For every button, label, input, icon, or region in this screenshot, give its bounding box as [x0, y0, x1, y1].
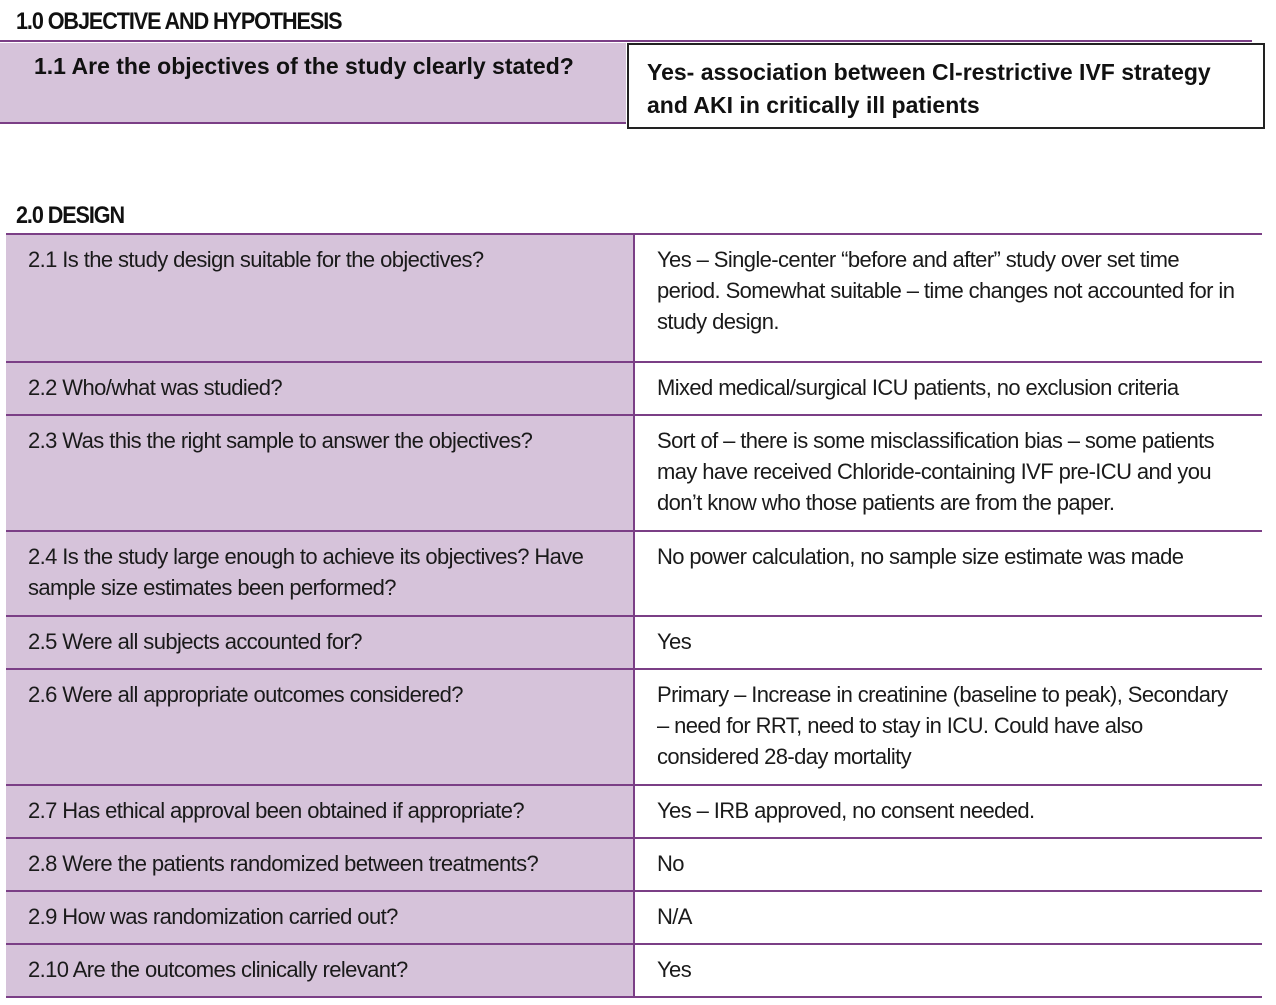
table-row	[6, 892, 1262, 945]
answer-cell: N/A	[635, 892, 1262, 943]
table-row	[6, 786, 1262, 839]
question-cell: 2.3 Was this the right sample to answer the objectives?	[6, 416, 635, 530]
question-cell: 2.6 Were all appropriate outcomes considered?	[6, 670, 635, 784]
section-heading-design: 2.0 DESIGN	[16, 202, 125, 229]
question-cell: 2.1 Is the study design suitable for the objectives?	[6, 235, 635, 361]
section-heading-objective: 1.0 OBJECTIVE AND HYPOTHESIS	[16, 8, 342, 35]
question-cell: 2.9 How was randomization carried out?	[6, 892, 635, 943]
table-row	[6, 617, 1262, 670]
answer-text: Yes- association between Cl-restrictive IVF strategy and AKI in critically ill patients	[647, 59, 1211, 118]
section-divider	[0, 40, 1252, 42]
answer-cell: Yes – IRB approved, no consent needed.	[635, 786, 1262, 837]
answer-cell: No	[635, 839, 1262, 890]
table-row	[6, 363, 1262, 416]
answer-cell: No power calculation, no sample size estimate was made	[635, 532, 1262, 615]
answer-cell: Primary – Increase in creatinine (baseline to peak), Secondary – need for RRT, need to stay in ICU. Could have also considered 28-day mortality	[635, 670, 1262, 784]
table-row	[6, 945, 1262, 998]
question-cell: 2.7 Has ethical approval been obtained if appropriate?	[6, 786, 635, 837]
question-cell: 2.8 Were the patients randomized between treatments?	[6, 839, 635, 890]
table-row	[6, 839, 1262, 892]
answer-cell: Sort of – there is some misclassification bias – some patients may have received Chloride-containing IVF pre-ICU and you don’t know who those patients are from the paper.	[635, 416, 1262, 530]
question-cell: 2.2 Who/what was studied?	[6, 363, 635, 414]
question-cell: 2.4 Is the study large enough to achieve its objectives? Have sample size estimates been performed?	[6, 532, 635, 615]
answer-cell: Mixed medical/surgical ICU patients, no exclusion criteria	[635, 363, 1262, 414]
question-cell: 2.10 Are the outcomes clinically relevant?	[6, 945, 635, 996]
question-text: 1.1 Are the objectives of the study clearly stated?	[34, 53, 574, 79]
question-cell-1-1	[0, 43, 626, 124]
design-table	[6, 233, 1262, 998]
question-cell: 2.5 Were all subjects accounted for?	[6, 617, 635, 668]
table-row	[6, 416, 1262, 532]
answer-cell: Yes	[635, 945, 1262, 996]
table-row	[6, 233, 1262, 363]
table-row	[6, 670, 1262, 786]
answer-cell: Yes – Single-center “before and after” study over set time period. Somewhat suitable – time changes not accounted for in study design.	[635, 235, 1262, 361]
answer-cell: Yes	[635, 617, 1262, 668]
table-row	[6, 532, 1262, 617]
answer-box-1-1	[627, 43, 1265, 129]
